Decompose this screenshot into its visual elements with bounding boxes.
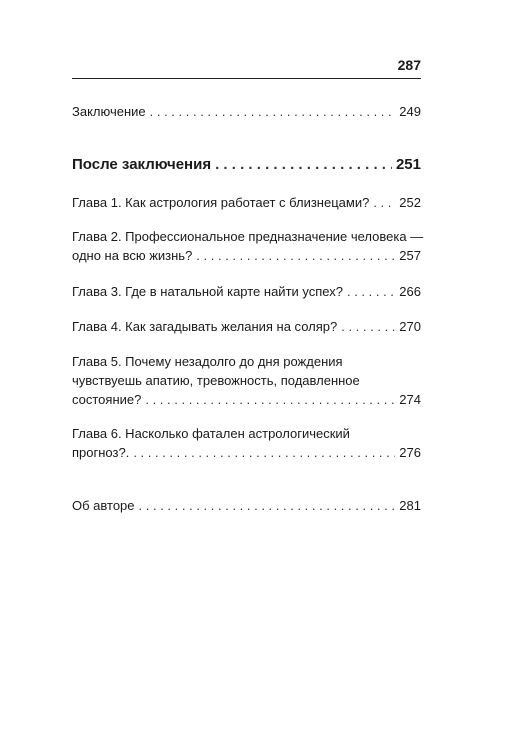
toc-entry-title-line: Глава 6. Насколько фатален астрологический <box>72 426 350 441</box>
toc-page-ref: 274 <box>399 392 421 407</box>
leader-dots <box>145 390 395 409</box>
leader-dots <box>215 155 392 175</box>
leader-dots <box>133 443 395 462</box>
toc-entry-title: Об авторе <box>72 498 135 513</box>
toc-entry-title-line: прогноз?. <box>72 445 130 460</box>
toc-page-ref: 257 <box>399 248 421 263</box>
toc-entry-chapter-4[interactable] <box>72 317 421 336</box>
toc-entry-chapter-2[interactable] <box>72 227 424 265</box>
toc-entry-chapter-1[interactable] <box>72 193 421 212</box>
leader-dots <box>347 282 395 301</box>
toc-entry-title-line: одно на всю жизнь? <box>72 248 193 263</box>
leader-dots <box>373 193 395 212</box>
toc-page-ref: 276 <box>399 445 421 460</box>
leader-dots <box>196 246 395 265</box>
toc-entry-chapter-3[interactable] <box>72 282 421 301</box>
toc-entry-chapter-6[interactable] <box>72 424 421 462</box>
header-rule <box>72 78 421 79</box>
toc-entry-title: Заключение <box>72 104 146 119</box>
toc-entry-conclusion[interactable] <box>72 102 421 121</box>
toc-section-title: После заключения <box>72 156 212 173</box>
toc-entry-title-line: состояние? <box>72 392 142 407</box>
toc-entry-title-line: чувствуешь апатию, тревожность, подавленное <box>72 373 360 388</box>
leader-dots <box>150 102 396 121</box>
toc-page-ref: 249 <box>399 104 421 119</box>
toc-entry-title: Глава 3. Где в натальной карте найти успех? <box>72 284 343 299</box>
leader-dots <box>139 496 396 515</box>
toc-entry-about-author[interactable] <box>72 496 421 515</box>
toc-section-after-conclusion[interactable] <box>72 155 421 175</box>
toc-page-ref: 266 <box>399 284 421 299</box>
toc-page-ref: 270 <box>399 319 421 334</box>
toc-page-ref: 281 <box>399 498 421 513</box>
toc-entry-chapter-5[interactable] <box>72 352 421 409</box>
toc-entry-title: Глава 1. Как астрология работает с близнецами? <box>72 195 370 210</box>
toc-page-ref: 252 <box>399 195 421 210</box>
toc-entry-title-line: Глава 2. Профессиональное предназначение человека — <box>72 229 424 244</box>
toc-entry-title-line: Глава 5. Почему незадолго до дня рождения <box>72 354 343 369</box>
leader-dots <box>341 317 395 336</box>
page-number: 287 <box>397 57 421 73</box>
toc-entry-title: Глава 4. Как загадывать желания на соляр? <box>72 319 338 334</box>
toc-page-ref: 251 <box>395 156 421 173</box>
